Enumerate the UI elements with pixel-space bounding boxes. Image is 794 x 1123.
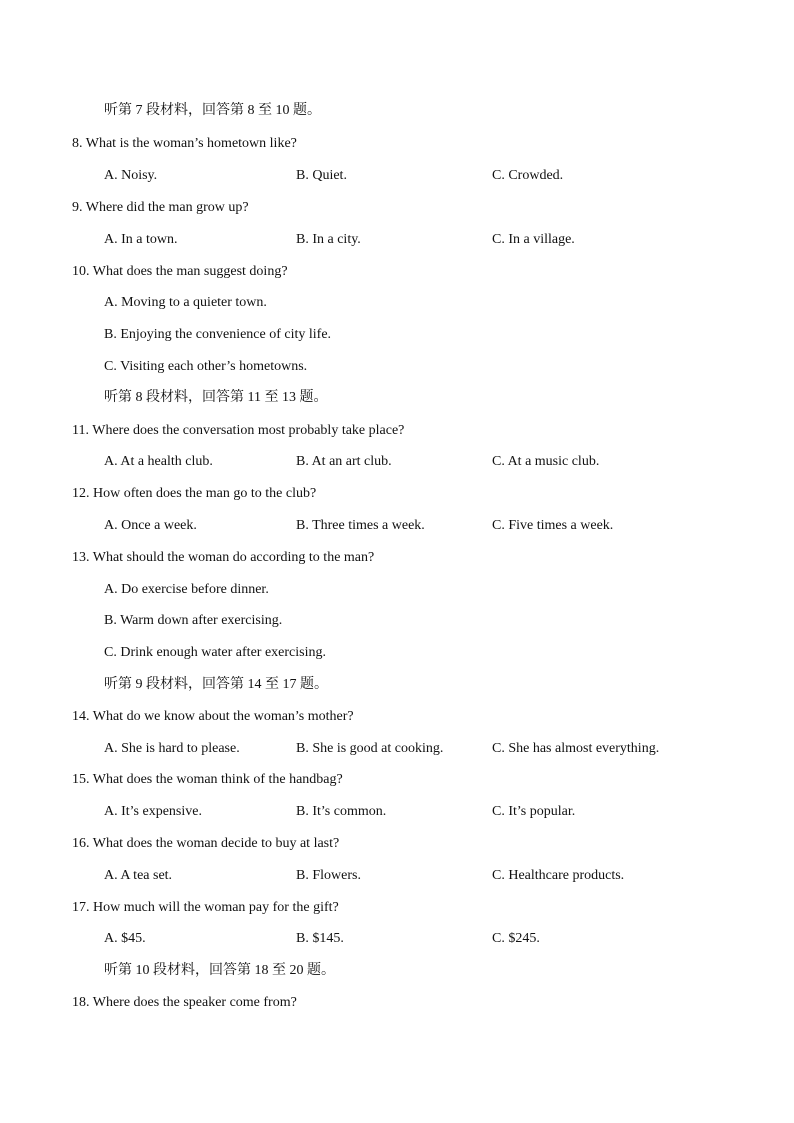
question-13-option-a: A. Do exercise before dinner. [104, 582, 269, 597]
question-17-option-b: B. $145. [296, 931, 344, 946]
question-8: 8. What is the woman’s hometown like? [72, 136, 297, 151]
question-10-option-c: C. Visiting each other’s hometowns. [104, 359, 308, 374]
question-9: 9. Where did the man grow up? [72, 200, 249, 215]
question-13-option-c: C. Drink enough water after exercising. [104, 645, 326, 660]
question-18: 18. Where does the speaker come from? [72, 995, 297, 1010]
question-15: 15. What does the woman think of the handbag? [72, 772, 343, 787]
question-8-option-b: B. Quiet. [296, 168, 347, 183]
question-15-option-a: A. It’s expensive. [104, 804, 202, 819]
question-10-option-a: A. Moving to a quieter town. [104, 295, 267, 310]
question-15-option-b: B. It’s common. [296, 804, 387, 819]
question-9-option-c: C. In a village. [492, 232, 575, 247]
question-11-option-a: A. At a health club. [104, 454, 213, 469]
question-12-option-a: A. Once a week. [104, 518, 197, 533]
question-16: 16. What does the woman decide to buy at last? [72, 836, 340, 851]
question-13: 13. What should the woman do according to the man? [72, 550, 375, 565]
question-16-option-c: C. Healthcare products. [492, 868, 625, 883]
question-16-option-b: B. Flowers. [296, 868, 361, 883]
question-12-option-c: C. Five times a week. [492, 518, 614, 533]
question-14-option-b: B. She is good at cooking. [296, 741, 444, 756]
section-heading-10: 听第 10 段材料，回答第 18 至 20 题。 [104, 963, 335, 978]
question-11: 11. Where does the conversation most probably take place? [72, 423, 405, 438]
question-11-option-b: B. At an art club. [296, 454, 392, 469]
question-8-option-c: C. Crowded. [492, 168, 564, 183]
question-17-option-c: C. $245. [492, 931, 540, 946]
section-heading-7: 听第 7 段材料，回答第 8 至 10 题。 [104, 103, 321, 118]
question-11-option-c: C. At a music club. [492, 454, 600, 469]
question-9-option-b: B. In a city. [296, 232, 361, 247]
section-heading-8: 听第 8 段材料，回答第 11 至 13 题。 [104, 390, 328, 405]
question-12-option-b: B. Three times a week. [296, 518, 425, 533]
question-17: 17. How much will the woman pay for the gift? [72, 900, 339, 915]
question-8-option-a: A. Noisy. [104, 168, 158, 183]
question-9-option-a: A. In a town. [104, 232, 178, 247]
question-17-option-a: A. $45. [104, 931, 146, 946]
question-10-option-b: B. Enjoying the convenience of city life. [104, 327, 332, 342]
question-10: 10. What does the man suggest doing? [72, 264, 288, 279]
question-15-option-c: C. It’s popular. [492, 804, 576, 819]
question-14: 14. What do we know about the woman’s mother? [72, 709, 354, 724]
question-13-option-b: B. Warm down after exercising. [104, 613, 283, 628]
question-16-option-a: A. A tea set. [104, 868, 173, 883]
question-14-option-a: A. She is hard to please. [104, 741, 240, 756]
section-heading-9: 听第 9 段材料，回答第 14 至 17 题。 [104, 677, 328, 692]
question-14-option-c: C. She has almost everything. [492, 741, 660, 756]
question-12: 12. How often does the man go to the club? [72, 486, 317, 501]
